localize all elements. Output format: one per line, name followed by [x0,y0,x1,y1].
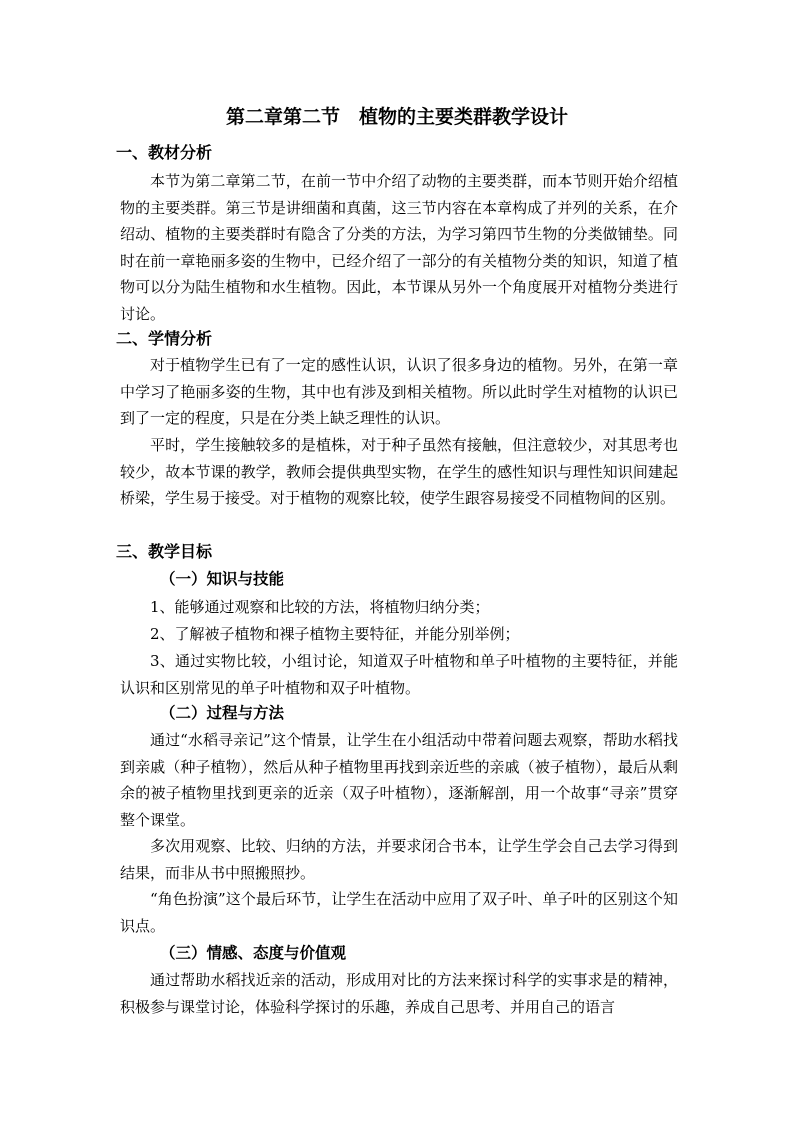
goal-item-2: 2、了解被子植物和裸子植物主要特征，并能分别举例； [150,625,520,643]
section-heading-teaching-goals: 三、教学目标 [116,542,213,561]
goal-item-3: 3、通过实物比较，小组讨论，知道双子叶植物和单子叶植物的主要特征，并能认识和区别常见的单子叶植物和双子叶植物。 [120,652,678,697]
paragraph-learner-analysis-1: 对于植物学生已有了一定的感性认识，认识了很多身边的植物。另外，在第一章中学习了艳丽多姿的生物，其中也有涉及到相关植物。所以此时学生对植物的认识已到了一定的程度，只是在分类上缺乏理性的认识。 [120,356,678,428]
paragraph-learner-analysis-2: 平时，学生接触较多的是植株，对于种子虽然有接触，但注意较少，对其思考也较少，故本节课的教学，教师会提供典型实物，在学生的感性知识与理性知识间建起桥梁，学生易于接受。对于植物的观察比较，使学生跟容易接受不同植物间的区别。 [120,436,678,508]
subsection-heading-process-method: （二）过程与方法 [160,703,285,722]
goal-item-1: 1、能够通过观察和比较的方法，将植物归纳分类； [150,598,490,616]
paragraph-process-method-2: 多次用观察、比较、归纳的方法，并要求闭合书本，让学生学会自己去学习得到结果，而非从书中照搬照抄。 [120,837,678,882]
subsection-heading-knowledge-skills: （一）知识与技能 [160,569,285,588]
document-title: 第二章第二节 植物的主要类群教学设计 [225,106,568,128]
section-heading-learner-analysis: 二、学情分析 [116,329,213,348]
paragraph-process-method-3: “角色扮演”这个最后环节，让学生在活动中应用了双子叶、单子叶的区别这个知识点。 [120,890,678,935]
paragraph-emotion-values: 通过帮助水稻找近亲的活动，形成用对比的方法来探讨科学的实事求是的精神，积极参与课堂讨论，体验科学探讨的乐趣，养成自己思考、并用自己的语言 [120,971,678,1016]
section-heading-textbook-analysis: 一、教材分析 [116,143,213,162]
subsection-heading-emotion-values: （三）情感、态度与价值观 [160,943,347,962]
paragraph-textbook-analysis: 本节为第二章第二节，在前一节中介绍了动物的主要类群，而本节则开始介绍植物的主要类群。第三节是讲细菌和真菌，这三节内容在本章构成了并列的关系，在介绍动、植物的主要类群时有隐含了分类的方法，为学习第四节生物的分类做铺垫。同时在前一章艳丽多姿的生物中，已经介绍了一部分的有关植物分类的知识，知道了植物可以分为陆生植物和水生植物。因此，本节课从另外一个角度展开对植物分类进行讨论。 [120,172,678,323]
paragraph-process-method-1: 通过“水稻寻亲记”这个情景，让学生在小组活动中带着问题去观察，帮助水稻找到亲戚（种子植物），然后从种子植物里再找到亲近些的亲戚（被子植物），最后从剩余的被子植物里找到更亲的近亲（双子叶植物），逐渐解剖，用一个故事“寻亲”贯穿整个课堂。 [120,731,678,829]
